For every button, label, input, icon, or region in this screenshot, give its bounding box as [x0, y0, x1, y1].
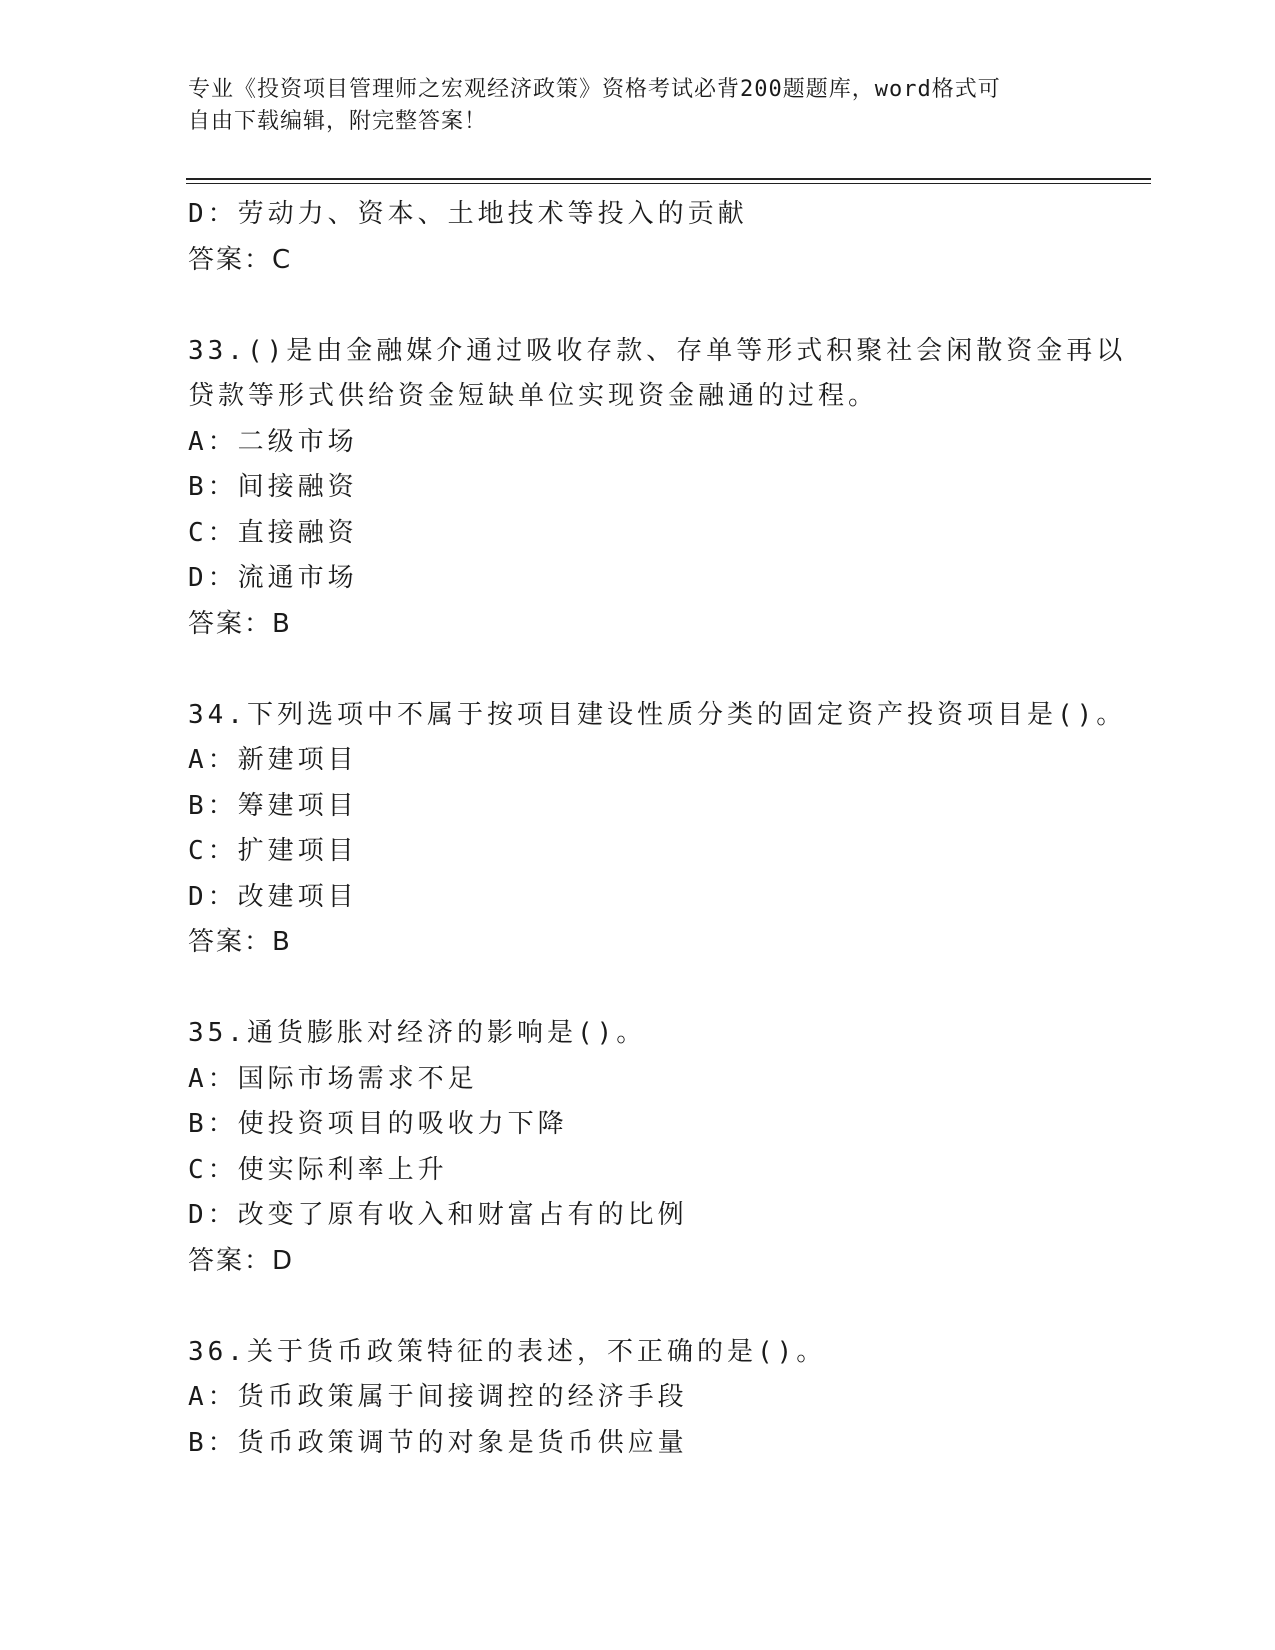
- question-36: [188, 1330, 1088, 1467]
- option-d: D：劳动力、资本、土地技术等投入的贡献: [188, 199, 748, 229]
- question-stem: 36.关于货币政策特征的表述，不正确的是()。: [188, 1336, 827, 1367]
- option-c: C：直接融资: [188, 517, 358, 548]
- option-b: B：间接融资: [188, 472, 358, 502]
- header-line-2: 自由下载编辑，附完整答案！: [188, 109, 488, 134]
- option-d: D：流通市场: [188, 563, 358, 593]
- option-b: B：货币政策调节的对象是货币供应量: [188, 1427, 688, 1458]
- question-stem: 贷款等形式供给资金短缺单位实现资金融通的过程。: [188, 381, 879, 411]
- question-stem: 34.下列选项中不属于按项目建设性质分类的固定资产投资项目是()。: [188, 699, 1127, 730]
- option-a: A：国际市场需求不足: [188, 1063, 478, 1094]
- page-header: [188, 74, 1088, 138]
- answer-line: 答案：B: [188, 608, 292, 639]
- option-a: A：新建项目: [188, 745, 358, 775]
- option-b: B：使投资项目的吸收力下降: [188, 1109, 568, 1139]
- option-c: C：扩建项目: [188, 836, 358, 866]
- option-d: D：改建项目: [188, 881, 358, 912]
- question-33: [188, 329, 1127, 648]
- question-stem: 35.通货膨胀对经济的影响是()。: [188, 1018, 647, 1048]
- question-35: [188, 1011, 1088, 1284]
- header-divider: [186, 178, 1151, 184]
- header-line-1: 专业《投资项目管理师之宏观经济政策》资格考试必背200题题库，word格式可: [188, 77, 1001, 102]
- previous-question-tail: [188, 192, 1088, 283]
- option-b: B：筹建项目: [188, 790, 358, 821]
- answer-line: 答案：B: [188, 927, 292, 957]
- option-d: D：改变了原有收入和财富占有的比例: [188, 1200, 688, 1230]
- answer-line: 答案：D: [188, 1245, 295, 1276]
- answer-line: 答案：C: [188, 244, 293, 275]
- option-a: A：二级市场: [188, 426, 358, 457]
- question-34: [188, 693, 1127, 966]
- document-body: [188, 192, 1127, 1466]
- option-a: A：货币政策属于间接调控的经济手段: [188, 1382, 688, 1412]
- option-c: C：使实际利率上升: [188, 1154, 448, 1185]
- question-stem: 33.()是由金融媒介通过吸收存款、存单等形式积聚社会闲散资金再以: [188, 335, 1127, 366]
